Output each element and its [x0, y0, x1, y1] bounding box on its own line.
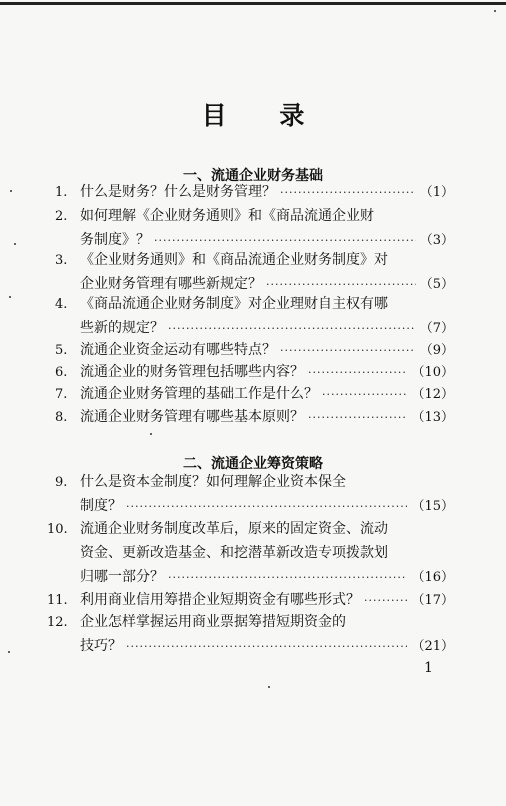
toc-entry-11[interactable] [47, 588, 454, 612]
entry-number: 9. [55, 475, 68, 490]
entry-number: 4. [55, 297, 68, 312]
entry-text: 如何理解《企业财务通则》和《商品流通企业财 [80, 208, 374, 224]
toc-entry-6[interactable] [55, 360, 454, 384]
entry-page-ref: （21） [411, 639, 454, 654]
scan-speck [268, 686, 270, 688]
entry-number: 12. [47, 615, 68, 630]
entry-number: 1. [55, 185, 68, 200]
entry-page-ref: （9） [419, 343, 454, 358]
entry-number: 6. [55, 365, 68, 380]
dot-leader [308, 406, 407, 430]
entry-page-ref: （15） [411, 499, 454, 514]
toc-entry-5[interactable] [55, 338, 454, 362]
scan-speck [8, 651, 10, 653]
toc-title: 目 录 [201, 101, 327, 130]
scan-speck [9, 296, 11, 298]
entry-text-continued: 企业财务管理有哪些新规定？ [80, 276, 262, 292]
section-heading-2: 二、流通企业筹资策略 [183, 456, 323, 472]
entry-text: 流通企业财务管理的基础工作是什么？ [80, 386, 318, 402]
toc-entry-2[interactable] [55, 204, 454, 252]
dot-leader [126, 635, 407, 659]
entry-text: 流通企业资金运动有哪些特点？ [80, 342, 276, 358]
toc-entry-7[interactable] [55, 382, 454, 406]
page-number: 1 [424, 660, 433, 676]
entry-page-ref: （17） [411, 593, 454, 608]
entry-text: 企业怎样掌握运用商业票据筹措短期资金的 [80, 614, 346, 630]
entry-text-continued: 务制度》？ [80, 232, 150, 248]
entry-number: 7. [55, 387, 68, 402]
entry-text-continued: 制度？ [80, 498, 122, 514]
toc-entry-12[interactable] [47, 610, 454, 658]
entry-page-ref: （16） [411, 570, 454, 585]
scan-speck [10, 190, 12, 192]
entry-page-ref: （5） [419, 277, 454, 292]
toc-entry-8[interactable] [55, 405, 454, 429]
toc-entry-3[interactable] [55, 248, 454, 296]
scan-speck [14, 243, 16, 245]
entry-text-continued: 资金、更新改造基金、和挖潜革新改造专项拨款划 [80, 545, 388, 561]
entry-number: 5. [55, 343, 68, 358]
toc-entry-1[interactable] [55, 180, 454, 204]
entry-text: 利用商业信用筹措企业短期资金有哪些形式？ [80, 592, 360, 608]
toc-entry-10[interactable] [47, 517, 454, 589]
entry-page-ref: （13） [411, 410, 454, 425]
entry-text-continued: 些新的规定？ [80, 320, 164, 336]
entry-number: 2. [55, 209, 68, 224]
entry-text: 什么是财务？什么是财务管理？ [80, 184, 276, 200]
scan-speck [494, 10, 496, 12]
entry-page-ref: （1） [419, 185, 454, 200]
toc-entry-9[interactable] [55, 470, 454, 518]
entry-text: 流通企业财务管理有哪些基本原则？ [80, 409, 304, 425]
entry-number: 10. [47, 522, 68, 537]
toc-entry-4[interactable] [55, 292, 454, 340]
entry-number: 3. [55, 253, 68, 268]
dot-leader [280, 181, 416, 205]
entry-text-continued: 技巧？ [80, 638, 122, 654]
dot-leader [168, 566, 407, 590]
entry-page-ref: （12） [411, 387, 454, 402]
dot-leader [322, 383, 407, 407]
scan-speck [150, 433, 152, 435]
entry-text: 流通企业的财务管理包括哪些内容？ [80, 364, 304, 380]
entry-page-ref: （10） [411, 365, 454, 380]
entry-number: 11. [47, 593, 68, 608]
entry-number: 8. [55, 410, 68, 425]
section-heading-1: 一、流通企业财务基础 [183, 168, 323, 184]
entry-text: 什么是资本金制度？如何理解企业资本保全 [80, 474, 346, 490]
entry-text-continued: 归哪一部分？ [80, 569, 164, 585]
dot-leader [126, 495, 407, 519]
top-border [0, 2, 506, 5]
entry-text: 《商品流通企业财务制度》对企业理财自主权有哪 [80, 296, 388, 312]
entry-page-ref: （3） [419, 233, 454, 248]
entry-text: 流通企业财务制度改革后，原来的固定资金、流动 [80, 521, 388, 537]
entry-page-ref: （7） [419, 321, 454, 336]
entry-text: 《企业财务通则》和《商品流通企业财务制度》对 [80, 252, 388, 268]
